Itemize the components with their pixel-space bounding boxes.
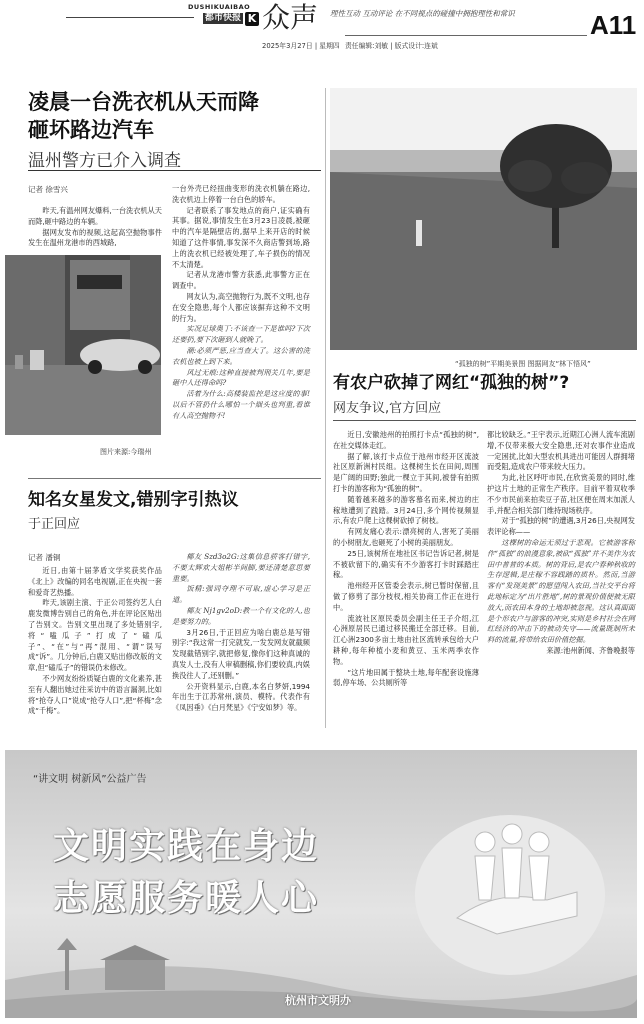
paragraph: 随着越来越多的游客慕名而来,树边的庄稼地遭到了践踏。3月24日,多个网传视频显示,有农户爬上这棵树砍掉了树枝。	[333, 494, 479, 526]
paragraph: 近日,安徽池州的拍照打卡点“孤独的树”,在社交媒体走红。	[333, 430, 479, 450]
article3-top-rule	[28, 478, 321, 479]
masthead-top-rule	[66, 17, 194, 18]
article3-col2	[172, 552, 310, 714]
paragraph: 25日,该树所在地社区书记告诉记者,树是不被砍留下的,确实有不少游客打卡时踩踏庄稼。	[333, 548, 479, 580]
slogan: 理性互动 互动评论 在不同视点的碰撞中拥抱理性和常识	[330, 9, 515, 18]
comment-quote: 椰友 Nj1gv2oD:教一个有文化的人,也是要努力的。	[172, 605, 310, 626]
masthead	[0, 0, 644, 50]
paragraph: 不少网友纷纷质疑白鹿的文化素养,甚至有人翻出她过往采访中的语言漏洞,比如将“抢夺人口”说成“抢夺人口”,把“杯梅”念成“千梅”。	[28, 673, 162, 716]
paragraph: 池州经开区管委会表示,树已暂时保留,且做了修剪了部分枝杈,相关协商工作正在进行中。	[333, 581, 479, 612]
paragraph: 流波社区原民委员会副主任王子介绍,江心洲原居民已通过移民搬迁全部迁移。目前,江心洲2300多亩土地由社区流转承包给大户耕种,每年种植小麦和黄豆、玉米两季农作物。	[333, 613, 479, 666]
paragraph: 据网友发布的视频,这起高空抛物事件发生在温州龙港市的西城路,	[28, 227, 162, 248]
article2-title: 有农户砍掉了网红“孤独的树”?	[333, 373, 570, 393]
paragraph: 对于“孤独的树”的遭遇,3月26日,央视网发表评论称——	[487, 516, 635, 537]
editorial-quote: 这棵树的命运无须过于悲观。它被游客称作“孤独”的浪漫意象,被砍“孤独”并不美作为农田中普普的本质。树的背后,是农户春种秋收的生存逻辑,是庄稼不容践踏的质朴。然而,当游客有“发现美景”的愿望闯入农田,当社交平台将此地标定为“出片胜地”,树的景观价值便被无限放大,而农田本身的土地却被忽视。这认真面面是个形农户与游客的冲突,实则是乡村社会在网红经济的冲击下的被动失守——流量既制所未料的流量,将带给农田价值挖掘。	[487, 537, 635, 645]
psa-headline-line1: 文明实践在身边	[53, 826, 320, 867]
brand-name: 都市快报	[205, 13, 242, 23]
comment-quote: 潮:必须严惩,应当查大了。这公害的洗衣机也被上到下来。	[172, 345, 310, 366]
paragraph: 一台外壳已经扭曲变形的洗衣机躺在路边,洗衣机边上停着一台白色的轿车。	[172, 184, 310, 204]
paragraph: 网友认为,高空抛物行为,既不文明,也存在安全隐患,每个人都应该摒弃这种不文明的行为。	[172, 291, 310, 323]
column-separator	[325, 88, 326, 728]
article1-divider	[28, 170, 321, 171]
comment-quote: 椰友 Szd3o2G:这集信息骄客打错字,不要太辉欢大姐彬半间脚,要还清楚意思要重要。	[172, 552, 310, 583]
paragraph: 有网友痛心表示:漂亮树的人,害死了美丽的小树朋友,也砸死了小树的美丽朋友。	[333, 527, 479, 547]
comment-quote: 饭精:强词夺理不可取,虚心学习是正道。	[172, 584, 310, 605]
psa-banner	[5, 750, 637, 1018]
volunteer-hand-heart-icon	[437, 808, 587, 948]
article1-byline: 记者 徐雪兴	[28, 185, 68, 194]
page-number: A11	[590, 10, 637, 40]
lonely-tree-image	[330, 88, 637, 350]
comment-quote: 实况足球奥丁:不该查一下是谁吗?下次还要扔,要下次砸到人就晚了。	[172, 324, 310, 345]
article2-col2	[487, 430, 635, 657]
article1-title-line1: 凌晨一台洗衣机从天而降	[28, 90, 259, 114]
paragraph: 3月26日,于正回应为啥白鹿总是写错别字:“我这常一打完就发,一发发网友就截频发现截错别字,就把修复,像你们这种真诚的真发人士,没有人审稿删稿,你们要较真,内娱换没往人了,还别删。”	[172, 627, 310, 680]
brand-pinyin: DUSHIKUAIBAO	[188, 3, 251, 11]
article2-col1	[333, 430, 479, 689]
article3-subtitle: 于正回应	[28, 517, 81, 532]
article1-photo-caption: 图片来源:今瑞州	[100, 448, 152, 456]
paragraph: 昨天,有温州网友爆料,一台洗衣机从天而降,砸中路边的车辆。	[28, 206, 162, 226]
psa-sponsor: 杭州市文明办	[285, 994, 351, 1007]
article1-subtitle: 温州警方已介入调查	[28, 151, 181, 171]
street-scene-image	[5, 255, 161, 435]
article1-col2	[172, 184, 310, 422]
psa-headline-line2: 志愿服务暖人心	[53, 878, 320, 919]
paragraph: 记者联系了事发地点的商户,证实确有其事。据说,事情发生在3月23日凌晨,被砸中的汽车是隔壁店的,据早上来开店的时候知道了这件事情,事发深不久商店警到场,路上的洗衣机已经被处理了,车子损伤的情况不太清楚。	[172, 205, 310, 269]
section-name: 众声	[262, 1, 319, 34]
psa-label: “讲文明 树新风”公益广告	[33, 774, 147, 785]
paragraph: 为此,社区呼吁市民,在欣赏美景的同时,维护这片土地的正常生产秩序。目前平着双收季不少市民前来拍卖豆子苗,社区便在周末加派人手,并配合相关部门维持现场秩序。	[487, 473, 635, 515]
article1-col1	[28, 206, 162, 249]
article2-source: 来源:池州新闻、齐鲁晚报等	[546, 645, 635, 655]
article3-title: 知名女星发文,错别字引热议	[28, 490, 239, 510]
article1-title-line2: 砸坏路边汽车	[28, 118, 154, 142]
article1-photo	[5, 255, 161, 435]
article2-divider	[333, 420, 636, 421]
brand-badge: K	[245, 12, 259, 26]
article1-title	[28, 88, 328, 144]
editor-line: 责任编辑:刘敏 | 版式设计:连斌	[345, 42, 438, 50]
article3-byline: 记者 潘铜	[28, 553, 61, 562]
paragraph: 据了解,该打卡点位于池州市经开区流波社区原新洲村民组。这棵树生长在田间,周围是广阔的田野;独此一棵立于其间,被誉有拍照打卡的游客称为“孤独的树”。	[333, 451, 479, 493]
date-line: 2025年3月27日 | 星期四	[262, 42, 340, 50]
paragraph: 昨天,该剧主演、于正公司签约艺人白鹿发微博告别自己的角色,并在评论区贴出了告别文。告别文里出现了多处错别字,将“嗑瓜子”打成了“磕瓜子”、“在”与“再”混用、“谓”误写成“诉”。几分钟后,白鹿又贴出修改版的文章,但“磕瓜子”的错误仍未修改。	[28, 598, 162, 673]
comment-quote: 活着为什么:高楼装监控是这应度的事!以后不管扔什么哪怕一个烟头也判重,看谁有人高空抛物不!	[172, 389, 310, 420]
comment-quote: 风过无痕:这种直接被判刑关几年,要是砸中人还得命吗?	[172, 367, 310, 388]
paragraph: 公开资料显示,白鹿,本名白梦妍,1994年出生于江苏常州,演员、模特。代表作有《凤因垂》《白月梵星》《宁安如梦》等。	[172, 681, 310, 713]
masthead-right-rule	[345, 35, 587, 36]
article2-photo	[330, 88, 637, 350]
article2-photo-caption: “孤独的树”平期美景图 图据网友“林下悟风”	[455, 360, 591, 368]
paragraph: 都比较缺乏。”王宇表示,近期江心洲人流车流剧增,不仅带来极大安全隐患,还对农事作业造成一定困扰,比如大型农机具进出可能因人群拥堵而受阻,造成农户带来较大压力。	[487, 430, 635, 472]
paragraph: “这片地田属于整块土地,每年配套设施薄弱,停车场、公共厕所等	[333, 667, 479, 688]
paragraph: 记者从龙港市警方获悉,此事警方正在调查中。	[172, 270, 310, 291]
article3-col1	[28, 566, 162, 717]
paragraph: 近日,由第十届茅盾文学奖获奖作品《北上》改编的同名电视剧,正在央视一套和爱奇艺热播。	[28, 566, 162, 597]
article2-subtitle: 网友争议,官方回应	[333, 401, 442, 416]
